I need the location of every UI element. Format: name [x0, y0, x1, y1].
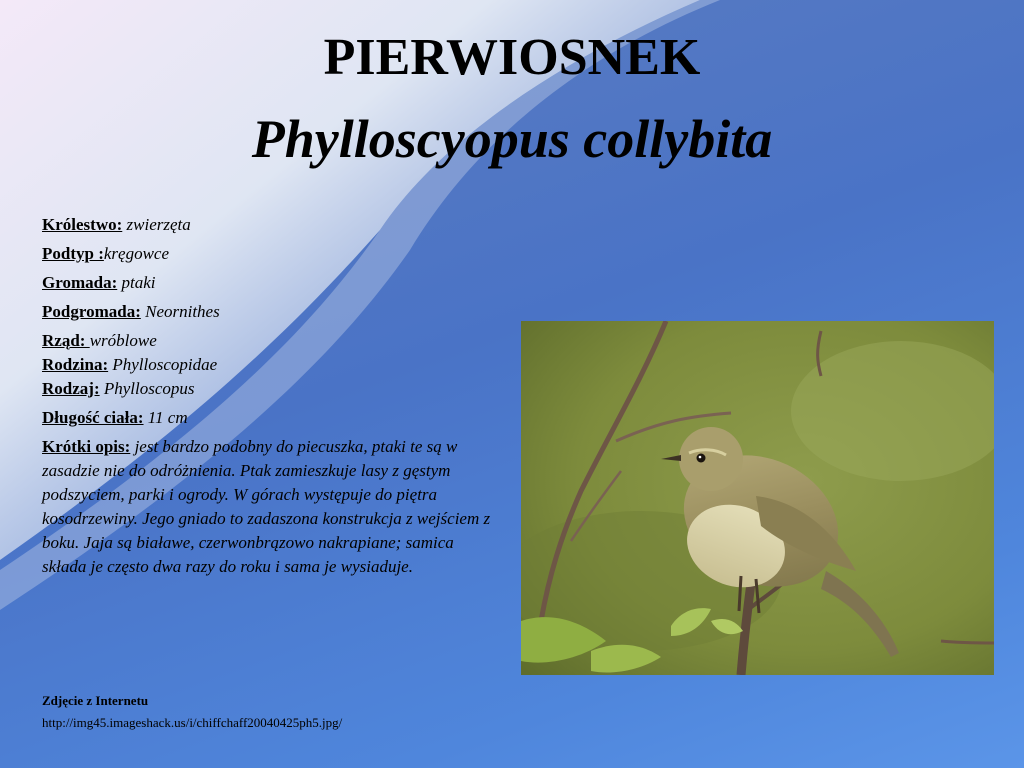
- genus-row: [42, 377, 498, 401]
- subphylum-label: Podtyp :: [42, 244, 104, 263]
- subphylum-row: [42, 242, 498, 266]
- class-value: ptaki: [117, 273, 156, 292]
- family-row: [42, 353, 498, 377]
- description-paragraph: [42, 435, 498, 579]
- order-row: [42, 329, 498, 353]
- class-row: [42, 271, 498, 295]
- bird-photo: [521, 321, 994, 675]
- kingdom-row: [42, 213, 498, 237]
- subclass-value: Neornithes: [140, 302, 220, 321]
- subphylum-value: kręgowce: [103, 244, 170, 263]
- species-latin-name: Phylloscyopus collybita: [251, 109, 773, 169]
- genus-label: Rodzaj:: [42, 379, 100, 398]
- body-length-row: [42, 406, 498, 430]
- kingdom-label: Królestwo:: [42, 215, 123, 234]
- family-value: Phylloscopidae: [108, 355, 218, 374]
- photo-credit-url: http://img45.imageshack.us/i/chiffchaff20040425ph5.jpg/: [42, 715, 343, 730]
- class-label: Gromada:: [42, 273, 118, 292]
- body-length-label: Długość ciała:: [42, 408, 144, 427]
- subclass-row: [42, 300, 498, 324]
- family-label: Rodzina:: [42, 355, 109, 374]
- chiffchaff-illustration: [521, 321, 994, 675]
- slide-title: PIERWIOSNEK: [323, 29, 701, 86]
- order-label: Rząd:: [42, 331, 90, 350]
- body-length-value: 11 cm: [143, 408, 188, 427]
- description-text: jest bardzo podobny do piecuszka, ptaki te są w zasadzie nie do odróżnienia. Ptak zamieszkuje lasy z gęstym podszyciem, parki i ogrody. W górach występuje do piętra kosodrzewiny. Jego gniado to zadaszona konstrukcja z wejściem z boku. Jaja są białawe, czerwonbrązowo nakrapiane; samica składa je często dwa razy do roku i sama je wysiaduje.: [42, 437, 491, 576]
- subclass-label: Podgromada:: [42, 302, 141, 321]
- photo-credit-title: Zdjęcie z Internetu: [42, 693, 149, 708]
- photo-credit: [42, 690, 342, 734]
- genus-value: Phylloscopus: [99, 379, 195, 398]
- description-label: Krótki opis:: [42, 437, 131, 456]
- kingdom-value: zwierzęta: [122, 215, 191, 234]
- order-value: wróblowe: [89, 331, 157, 350]
- taxonomy-info: [42, 213, 498, 579]
